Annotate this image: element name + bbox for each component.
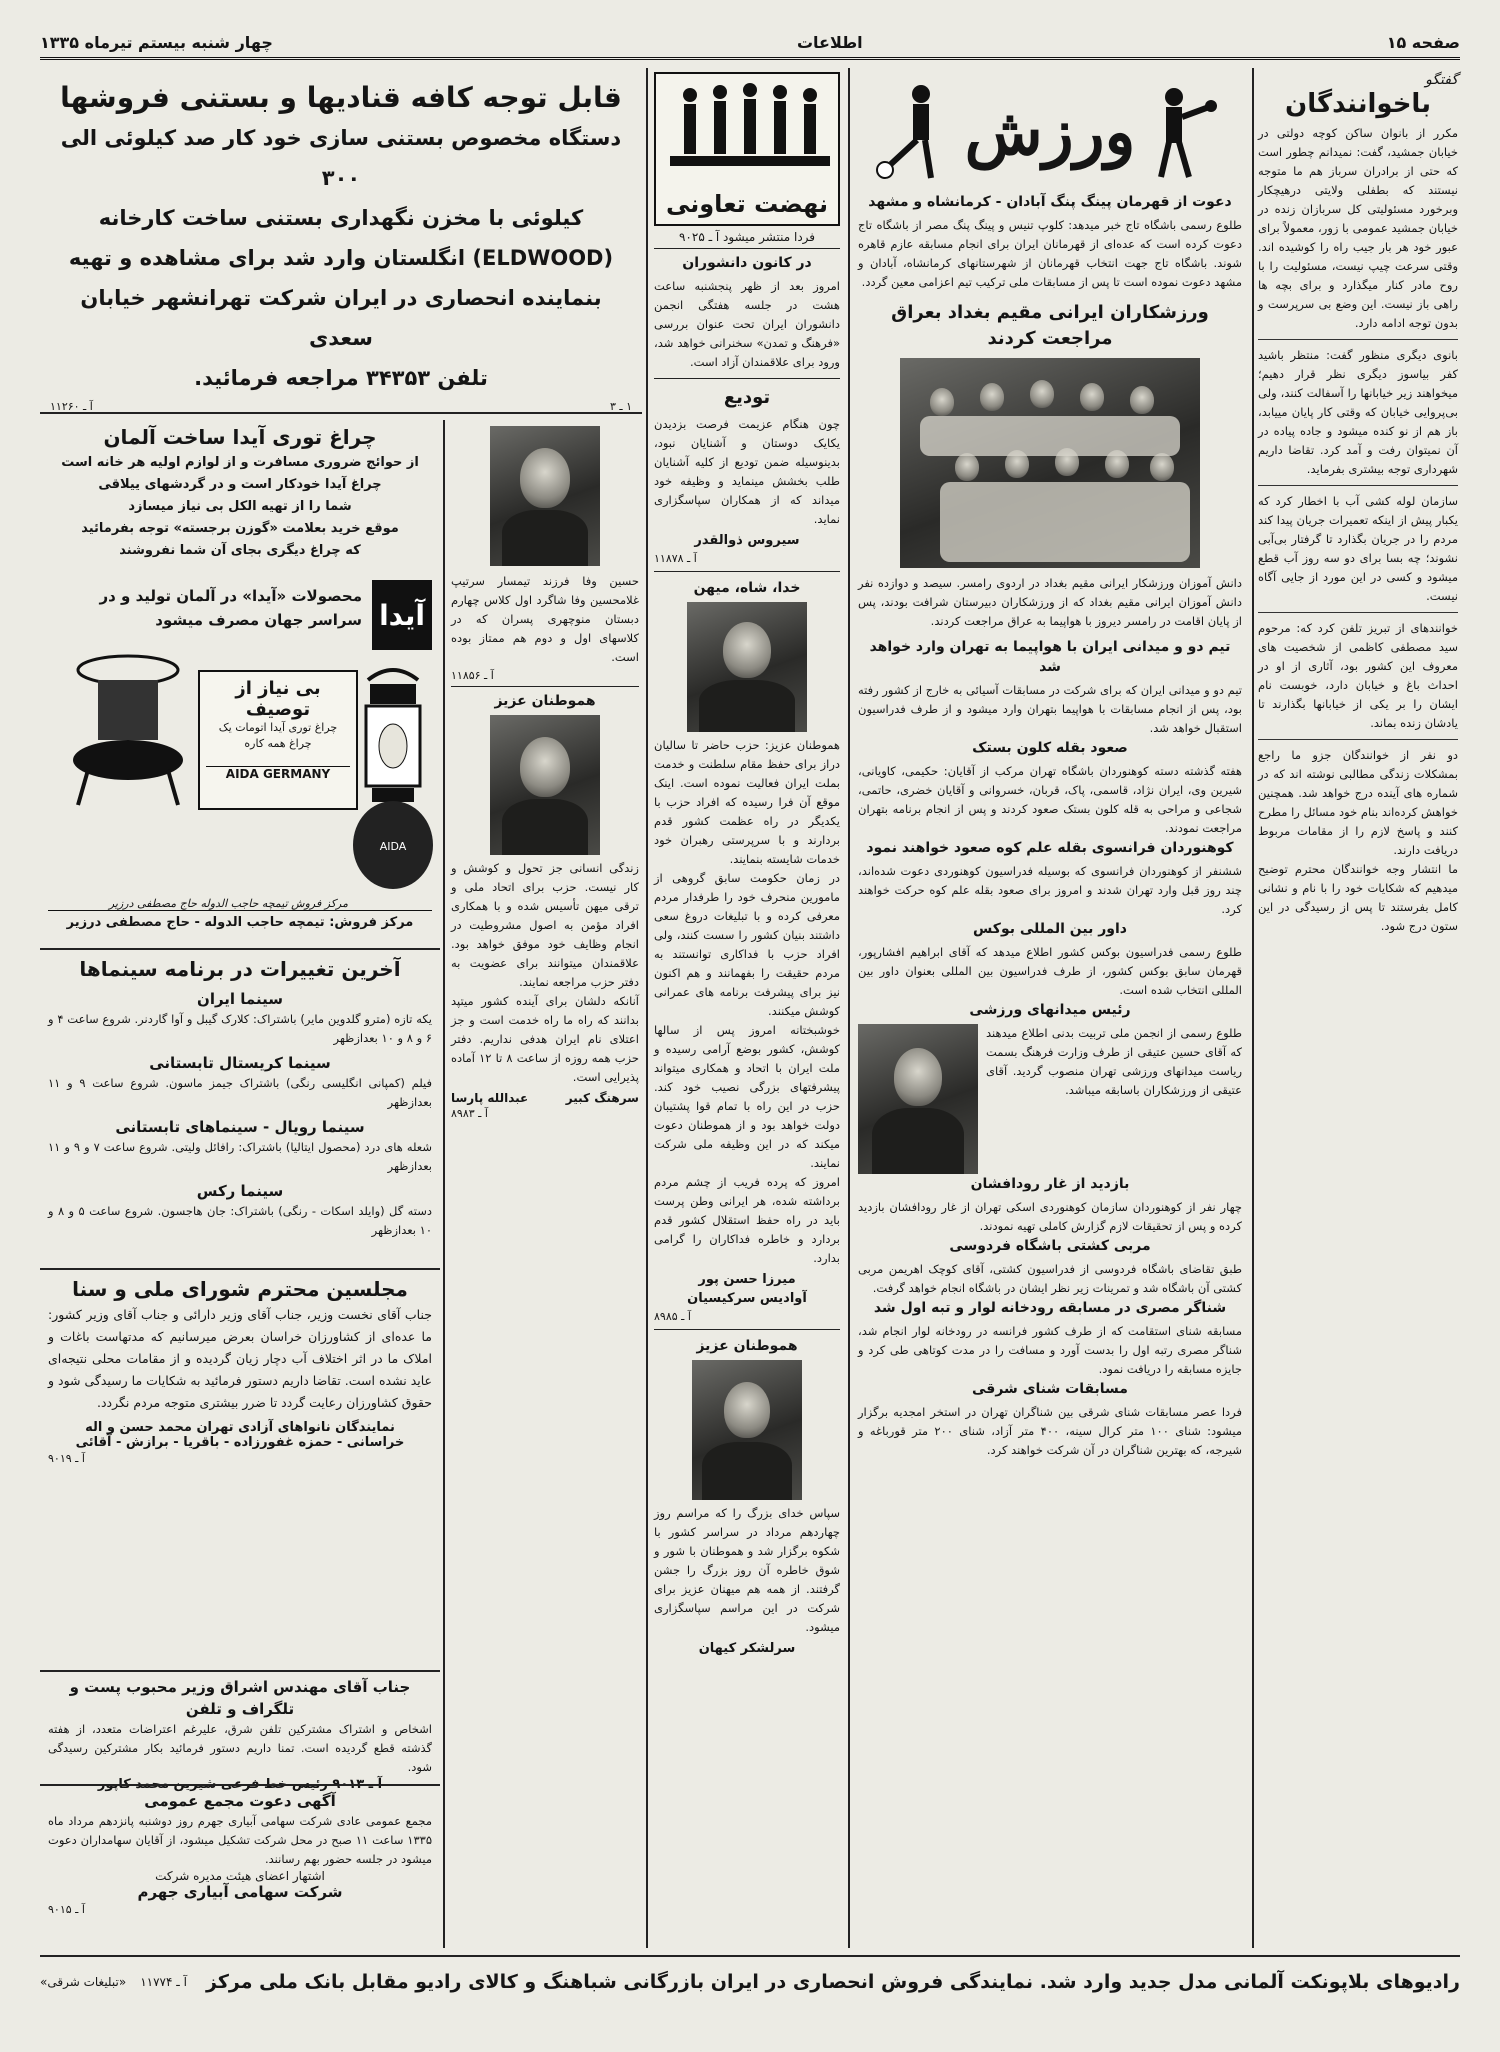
notices-column bbox=[447, 420, 643, 1950]
ad-code: ۱ ـ ۳ bbox=[609, 400, 632, 413]
ad-rule bbox=[40, 1784, 440, 1786]
assembly-text: مجمع عمومی عادی شرکت سهامی آبیاری جهرم روز دوشنبه پانزدهم مرداد ماه ۱۳۳۵ ساعت ۱۱ صبح در محل شرکت تشکیل میشود، از آقایان سهامداران دعوت میشود در جلسه حضور بهم رسانند. bbox=[48, 1814, 433, 1866]
signature: میرزا حسن پور bbox=[698, 1272, 796, 1287]
minister-title: جناب آقای مهندس اشراق وزیر محبوب پست و تلگراف و تلفن bbox=[69, 1678, 411, 1718]
coop-sub: فردا منتشر میشود آ ـ ۹۰۲۵ bbox=[678, 230, 816, 244]
cinema-name: سینما کریستال تابستانی bbox=[149, 1054, 331, 1072]
compatriot-title: هموطنان عزیز bbox=[696, 1338, 798, 1354]
aida-title: چراغ توری آیدا ساخت آلمان bbox=[103, 425, 377, 449]
column-rule bbox=[443, 420, 445, 1948]
wrestle-headline: مربی کشتی باشگاه فردوسی bbox=[949, 1238, 1151, 1254]
signature-row bbox=[451, 1091, 639, 1105]
team-photo bbox=[900, 358, 1200, 568]
assembly-company: شرکت سهامی آبیاری جهرم bbox=[137, 1883, 343, 1901]
cafe-ad-line: تلفن ۳۴۳۵۳ مراجعه فرمائید. bbox=[194, 366, 488, 390]
ad-code: آ ـ ۱۱۸۵۶ bbox=[451, 669, 494, 682]
lawyers-text: امروز بعد از ظهر پنجشنبه ساعت هشت در جلسه هفتگی انجمن دانشوران ایران تحت عنوان بررسی «فرهنگ و تمدن» سخنرانی خواهد شد، ورود برای علاقمندان آزاد است. bbox=[654, 279, 840, 369]
readers-paragraph: ما انتشار وجه خوانندگان محترم توضیح میدهیم که شکایات خود را با نام و نشانی کامل بفرستند تا پس از رسیدگی در این ستون درج شود. bbox=[1258, 862, 1458, 933]
cafe-ad-line: کیلوئی با مخزن نگهداری بستنی ساخت کارخانه bbox=[98, 206, 584, 230]
aida-brand-logo: آیدا bbox=[372, 580, 432, 650]
column-rule bbox=[1252, 68, 1254, 1948]
aida-line: که چراغ دیگری بجای آن شما نفروشند bbox=[119, 543, 361, 558]
ad-code: آ ـ ۹۰۱۵ bbox=[48, 1903, 85, 1916]
cafe-ad-title: قابل توجه کافه قنادیها و بستنی فروشها bbox=[60, 81, 622, 114]
cinema-name: سینما ایران bbox=[197, 990, 283, 1008]
cafe-ad bbox=[40, 72, 642, 413]
swim-text: مسابقه شنای استقامت که از طرف کشور فرانسه در رودخانه لوار انجام شد، شناگر مصری رتبه اول را بدست آورد و مسافت را در مدت کوتاهی طی کرد و جایزه مسابقه را دریافت نمود. bbox=[858, 1324, 1242, 1376]
lantern-icon bbox=[348, 660, 438, 900]
ad-rule bbox=[40, 1268, 440, 1270]
issue-date: چهار شنبه بیستم تیرماه ۱۳۳۵ bbox=[40, 33, 273, 52]
team-headline: تیم دو و میدانی ایران با هواپیما به تهران وارد خواهد شد bbox=[869, 639, 1231, 675]
minister-section bbox=[40, 1674, 440, 1792]
spahbod-signature: سرلشکر کیهان bbox=[698, 1641, 796, 1656]
majlis-section bbox=[40, 1272, 440, 1668]
ad-code: آ ـ ۸۹۸۳ bbox=[451, 1107, 488, 1120]
page-header bbox=[40, 28, 1460, 60]
ad-code: آ ـ ۹۰۱۹ bbox=[48, 1452, 85, 1465]
aida-box bbox=[198, 670, 358, 810]
aida-agency: مرکز فروش: تیمچه حاجب الدوله - حاج مصطفی درزیر bbox=[48, 910, 432, 930]
page-number: صفحه ۱۵ bbox=[1386, 33, 1460, 52]
lawyers-title: در کانون دانشوران bbox=[682, 255, 812, 271]
child-caption: حسین وفا فرزند تیمسار سرتیپ غلامحسین وفا شاگرد اول کلاس چهارم دبستان منوچهری پسران که در کلاسهای اول و دوم هم ممتاز بوده است. bbox=[451, 574, 639, 664]
readers-paragraph: دو نفر از خوانندگان جزو ما راجع بمشکلات زندگی مطالبی نوشته اند که در شماره های آینده درج خواهد شد. همچنین خواهش کرده‌اند بنام خود مسائل را مطرح کنند و پاسخ لازم را از مقامات مربوط دریافت دارند. bbox=[1258, 748, 1458, 857]
khoda-portrait bbox=[687, 602, 807, 732]
boxing-text: طلوع رسمی فدراسیون بوکس کشور اطلاع میدهد که آقای ابراهیم افشارپور، قهرمان سابق بوکس کشور، از طرف فدراسیون بین المللی بعنوان داور بین المللی انتخاب شده است. bbox=[858, 945, 1242, 997]
long-text: در زمان حکومت سابق گروهی از مامورین منحرف خود را طرفدار مردم معرفی کرده و با تبلیغات دروغ سعی داشتند بنیان کشور را سست کنند، ولی افراد حزب با فداکاری توانستند به مردم حقیقت را بفهمانند و هم اکنون نیز برای پیشرفت برنامه های عمرانی کوشش میکنند. bbox=[654, 871, 840, 1018]
readers-paragraph: خوانندهای از تبریز تلفن کرد که: مرحوم سید مصطفی کاظمی از شخصیت های معروف این کشور بود، آثاری از او در احداث باغ و خیابان دارد، خوبست نام ایشان را بر یکی از خیابانها بگذارند تا یادشان زنده بماند. bbox=[1258, 621, 1458, 730]
coop-logo-text: نهضت تعاونی bbox=[665, 190, 829, 218]
photo-caption: دانش آموزان ورزشکار ایرانی مقیم بغداد در اردوی رامسر. سیصد و دوازده نفر دانش آموزان ایرانی مقیم بغداد که از ورزشکاران دبیرستان شرافت بودند، پس از پایان اقامت در رامسر دیروز با هواپیما به عراق مراجعت کردند. bbox=[858, 576, 1242, 628]
climb-headline: صعود بقله کلون بستک bbox=[972, 740, 1128, 756]
sport-column bbox=[852, 72, 1248, 1950]
coop-logo-box bbox=[654, 72, 840, 226]
readers-title: باخوانندگان bbox=[1285, 89, 1431, 119]
ad-code: آ ـ ۸۹۸۵ bbox=[654, 1310, 691, 1323]
east-text: فردا عصر مسابقات شنای شرقی بین شناگران تهران در استخر امجدیه برگزار میشود: شنای ۱۰۰ متر کرال سینه، ۴۰۰ متر آزاد، شنای ۲۰۰ متر قورباغه و شیرجه، که بهترین شناگران در آن شرکت خواهند کرد. bbox=[858, 1405, 1243, 1457]
spahbod-text: سپاس خدای بزرگ را که مراسم روز چهاردهم مرداد در سراسر کشور با شکوه برگزار شد و هموطنان با شور و شوق خاطره آن روز بزرگ را جشن گرفتند. از همه هم میهنان عزیز برای شرکت در این مراسم سپاسگزاری میشود. bbox=[654, 1506, 840, 1634]
readers-paragraph: بانوی دیگری منظور گفت: منتظر باشید کفر بیاسوز دیگری نظر قرار دهیم؛ میخواهند زیر خیابانها را آسفالت کنند، ولی بی‌پروایی خیابان که وقتی کار پایان مییابد، باز هم از نو کنده میشود و جاده پیاده در آن نمیتوان رفت و آمد کرد. تقاضا داریم شهرداری توجه بیشتری بفرماید. bbox=[1258, 348, 1458, 476]
fields-block bbox=[858, 1024, 1242, 1174]
majlis-signers-title: نمایندگان نانواهای آزادی تهران محمد حسن و اله bbox=[85, 1420, 395, 1435]
ad-code: آ ـ ۱۱۸۷۸ bbox=[654, 552, 697, 565]
party-text: زندگی انسانی جز تحول و کوشش و کار نیست. حزب برای اتحاد ملی و ترقی میهن تأسیس شده و با همکاری افراد مؤمن به اصول مشروطیت در انجام وظایف خود موفق خواهد بود. علاقمندان میتوانند برای عضویت به دفتر حزب مراجعه نمایند. bbox=[451, 861, 639, 989]
aida-line: چراغ آیدا خودکار است و در گردشهای ییلاقی bbox=[98, 477, 382, 492]
footer-ad bbox=[40, 1962, 1460, 2002]
aida-box-germany: AIDA GERMANY bbox=[206, 766, 350, 781]
divider bbox=[1258, 739, 1458, 740]
cinema-list bbox=[48, 988, 432, 1240]
fields-text: طلوع رسمی از انجمن ملی تربیت بدنی اطلاع میدهند که آقای حسین عتیقی از طرف وزارت فرهنگ بسمت ریاست میدانهای ورزشی تهران منصوب گردید. آقای عتیقی از ورزشکاران باسابقه میباشد. bbox=[986, 1026, 1242, 1097]
french-headline: کوهنوردان فرانسوی بقله علم کوه صعود خواهند نمود bbox=[866, 840, 1234, 856]
cinema-name: سینما رویال - سینماهای تابستانی bbox=[115, 1118, 365, 1136]
assembly-board: اشتهار اعضای هیئت مدیره شرکت bbox=[155, 1869, 325, 1883]
aida-box-text: چراغ توری آیدا اتومات یک چراغ همه کاره bbox=[218, 721, 338, 750]
aida-line: از حوائج ضروری مسافرت و از لوازم اولیه هر خانه است bbox=[61, 455, 419, 470]
aida-line: موقع خرید بعلامت «گوزن برجسته» توجه بفرمائید bbox=[81, 521, 399, 536]
climb-text: هفته گذشته دسته کوهنوردان باشگاه تهران مرکب از آقایان: حکیمی، کاویانی، شیرین وی، ایران نژاد، قاسمی، پاک، قربان، خسروانی و آقایان خضری، حاتمی، شجاعی و مراحی به قله کلون بستک صعود کردند و پس از انجام برنامه بتهران مراجعت نمودند. bbox=[858, 764, 1242, 835]
ad-rule bbox=[40, 412, 642, 414]
boxing-headline: داور بین المللی بوکس bbox=[973, 921, 1127, 937]
footer-tag: «تبلیغات شرقی» bbox=[40, 1975, 127, 1989]
column-rule bbox=[848, 68, 850, 1948]
cinema-name: سینما رکس bbox=[196, 1182, 284, 1200]
long-text: امروز که پرده فریب از چشم مردم برداشته شده، هر ایرانی وطن پرست باید در راه حفظ استقلال کشور قدم بردارد و خاطره فداکاران را گرامی بدارد. bbox=[654, 1175, 840, 1265]
aida-agency-small: مرکز فروش تیمچه حاجب الدوله حاج مصطفی درزیر bbox=[108, 897, 348, 910]
cinema-section bbox=[40, 952, 440, 1266]
team-text: تیم دو و میدانی ایران که برای شرکت در مسابقات آسیائی به خارج از کشور رفته بود، پس از انجام مسابقات با هواپیما بتهران وارد میشود و از طرف فدراسیون استقبال خواهد شد. bbox=[858, 683, 1242, 735]
party-text: آنانکه دلشان برای آینده کشور میتپد بدانند که راه ما راه خدمت است و جز اعتلای نام ایران هدفی نداریم. دفتر حزب همه روزه از ساعت ۸ تا ۱۲ آماده پذیرایی است. bbox=[451, 994, 640, 1084]
readers-column bbox=[1258, 72, 1458, 1950]
long-text: خوشبختانه امروز پس از سالها کوشش، کشور بوضع آرامی رسیده و ملت ایران با اتحاد و همکاری میتواند پیشرفتهای بزرگی نصیب خود کند. حزب در این راه با تمام قوا پشتیبان دولت خواهد بود و از هموطنان دعوت میکند که در این وظیفه ملی شرکت نمایند. bbox=[654, 1023, 840, 1170]
coop-column bbox=[650, 72, 844, 1950]
ad-rule bbox=[40, 948, 440, 950]
cinema-program: شعله های درد (محصول ایتالیا) باشتراک: رافائل ولیتی. شروع ساعت ۷ و ۹ و ۱۱ بعدازظهر bbox=[48, 1140, 432, 1173]
ad-rule bbox=[40, 1670, 440, 1672]
wrestle-text: طبق تقاضای باشگاه فردوسی از فدراسیون کشتی، آقای کوچک اهریمن مربی کشتی آن باشگاه شد و تمرینات زیر نظر ایشان در باشگاه انجام خواهد گرفت. bbox=[858, 1262, 1242, 1295]
readers-paragraph: مکرر از بانوان ساکن کوچه دولتی در خیابان جمشید، گفت: نمیدانم چطور است که حتی از برادران سرباز هم ما متوجه نیستند که بطفلی ولایتی درهیچکار وبرخورد مسئولیتی کل سربازان زنده در خیابان جمشید عمومی با زور، معمولاً برای عبور خود هر بار جیب راه را کوشیده اند. وقتی سرعت چیپ نیست، مسئولیت را با روح مادر کنار میگذارد و برای بچه ها راهی باز نیست. این وضع بی سرپرست و بدون توجه ادامه دارد. bbox=[1258, 126, 1458, 330]
cafe-ad-line: (ELDWOOD) انگلستان وارد شد برای مشاهده و تهیه bbox=[68, 246, 614, 270]
khoda-title: خدا، شاه، میهن bbox=[693, 580, 801, 596]
newspaper-name: اطلاعات bbox=[796, 33, 863, 52]
cinema-program: یکه تازه (مترو گلدوین مایر) باشتراک: کلارک گیبل و آوا گاردنر. شروع ساعت ۴ و ۶ و ۸ و ۱۰ بعدازظهر bbox=[48, 1012, 432, 1045]
atighi-portrait bbox=[858, 1024, 978, 1174]
aida-box-title: بی نیاز از توصیف bbox=[235, 678, 321, 720]
compatriot-title: هموطنان عزیز bbox=[494, 693, 596, 709]
majlis-signers: خراسانی - حمزه غفورزاده - باقریا - برازش - آقائی bbox=[75, 1435, 405, 1450]
rudafshan-text: چهار نفر از کوهنوردان سازمان کوهنوردی اسکی تهران از غار رودافشان بازدید کرده و پس از تحقیقات لازم گزارش کاملی تهیه نمودند. bbox=[858, 1200, 1242, 1233]
aida-ad bbox=[40, 418, 440, 946]
readers-paragraph: سازمان لوله کشی آب با اخطار کرد که یکبار پیش از اینکه تعمیرات جریان پیدا کند مردم را در جریان بگذارد تا گرفتار بی‌آبی نشوند؛ چه بسا برای دو سه روز آب قطع میشود و کسی در این مورد از جایی آگاه نیست. bbox=[1258, 494, 1458, 603]
lantern-label: AIDA bbox=[379, 840, 407, 853]
divider bbox=[1258, 339, 1458, 340]
majlis-title: مجلسین محترم شورای ملی و سنا bbox=[72, 1277, 408, 1301]
divider bbox=[1258, 612, 1458, 613]
compatriot-portrait bbox=[692, 1360, 802, 1500]
fields-headline: رئیس میدانهای ورزشی bbox=[969, 1002, 1131, 1018]
divider bbox=[1258, 485, 1458, 486]
farewell-text: چون هنگام عزیمت فرصت بزدیدن یکایک دوستان و آشنایان نبود، بدینوسیله ضمن تودیع از کلیه آشنایان طلب بخشش مینماید و وظیفه خود میداند که از همکاران سپاسگزاری نماید. bbox=[654, 417, 840, 526]
majlis-text: جناب آقای نخست وزیر، جناب آقای وزیر دارائی و جناب آقای وزیر کشور: ما عده‌ای از کشاورزان خراسان بعرض میرسانیم که مدتهاست باغات و املاک ما در اثر اختلاف آب دچار زیان گردیده و از مقامات محلی نتیجه‌ای عاید نشده است. تقاضا داریم دستور فرمائید به شکایات ما رسیدگی شود و حقوق کشاورزان رعایت گردد تا ضرر بیشتری متوجه مردم نگردد. bbox=[48, 1307, 432, 1410]
compatriot-portrait bbox=[490, 715, 600, 855]
workers-icon bbox=[660, 80, 840, 180]
footer-ad-text: رادیوهای بلاپونکت آلمانی مدل جدید وارد شد. نمایندگی فروش انحصاری در ایران بازرگانی شباهنگ و کالای رادیو مقابل بانک ملی مرکز bbox=[206, 1971, 1460, 1993]
baghdad-headline: ورزشکاران ایرانی مقیم بغداد بعراق مراجعت کردند bbox=[891, 302, 1209, 349]
invite-text: طلوع رسمی باشگاه تاج خبر میدهد: کلوپ تنیس و پینگ پنگ مصر از باشگاه تاج دعوت کرده است که عده‌ای از قهرمانان ایران برای انجام مسابقه عازم قاهره شوند. باشگاه تاج جهت انتخاب قهرمانان از شهرستانهای کرمانشاه، آبادان و مشهد دعوت نموده است تا پس از مسابقات ملی ترکیب تیم اعزامی معین گردد. bbox=[858, 218, 1242, 289]
assembly-title: آگهی دعوت مجمع عمومی bbox=[144, 1792, 336, 1810]
ad-code: آ ـ ۱۱۷۷۴ bbox=[140, 1975, 187, 1989]
signature: عبدالله پارسا bbox=[451, 1091, 529, 1105]
avadis-signature: آوادیس سرکیسیان bbox=[687, 1291, 807, 1306]
signature: سرهنگ کبیر bbox=[565, 1091, 639, 1105]
ad-code: آ ـ ۱۱۲۶۰ bbox=[50, 400, 93, 413]
footer-rule bbox=[40, 1955, 1460, 1957]
cinema-title: آخرین تغییرات در برنامه سینماها bbox=[79, 957, 401, 981]
minister-signature: آ ـ ۹۰۱۳ رئیس خط فرعی شیرین محمد کاپور bbox=[97, 1777, 383, 1792]
cafe-ad-line: دستگاه مخصوص بستنی سازی خود کار صد کیلوئی الی ۳۰۰ bbox=[60, 126, 622, 190]
farewell-signature: سیروس ذوالقدر bbox=[694, 533, 800, 548]
rudafshan-headline: بازدید از غار رودافشان bbox=[970, 1176, 1130, 1192]
minister-text: اشخاص و اشتراک مشترکین تلفن شرق، علیرغم اعتراضات متعدد، از هفته گذشته قطع گردیده است. تمنا داریم دستور فرمائید بکار مشترکین رسیدگی شود. bbox=[48, 1722, 432, 1774]
invite-headline: دعوت از قهرمان پینگ پنگ آبادان - کرمانشاه و مشهد bbox=[868, 194, 1232, 210]
assembly-section bbox=[40, 1788, 440, 1948]
farewell-title: تودیع bbox=[723, 387, 771, 408]
sport-masthead bbox=[858, 72, 1242, 192]
east-headline: مسابقات شنای شرقی bbox=[972, 1381, 1128, 1397]
stove-icon bbox=[58, 640, 198, 810]
cinema-program: فیلم (کمپانی انگلیسی رنگی) باشتراک جیمز ماسون. شروع ساعت ۹ و ۱۱ بعدازظهر bbox=[48, 1076, 432, 1109]
football-players-icon bbox=[871, 82, 951, 182]
column-rule bbox=[646, 68, 648, 1948]
cafe-ad-line: بنماینده انحصاری در ایران شرکت تهرانشهر خیابان سعدی bbox=[80, 286, 602, 350]
readers-kicker: گفتگو bbox=[1425, 72, 1458, 88]
sport-logo: ورزش bbox=[964, 94, 1136, 170]
cinema-program: دسته گل (وایلد اسکات - رنگی) باشتراک: جان هاجسون. شروع ساعت ۵ و ۸ و ۱۰ بعدازظهر bbox=[48, 1204, 432, 1237]
khoda-text: هموطنان عزیز: حزب حاضر تا سالیان دراز برای حفظ مقام سلطنت و خدمت بملت ایران فعالیت نموده است. اینک موقع آن فرا رسیده که افراد حزب با یکدیگر در راه عظمت کشور قدم بردارند و با سرپرستی رهبران خود خدمات شایسته بنمایند. bbox=[654, 738, 840, 866]
swim-headline: شناگر مصری در مسابقه رودخانه لوار و تبه اول شد bbox=[873, 1300, 1227, 1316]
child-portrait bbox=[490, 426, 600, 566]
boxers-icon bbox=[1149, 82, 1229, 182]
aida-illustration bbox=[48, 570, 432, 910]
aida-products: محصولات «آیدا» در آلمان تولید و در سراسر جهان مصرف میشود bbox=[99, 587, 362, 629]
aida-line: شما را از تهیه الکل بی نیاز میسازد bbox=[128, 499, 352, 514]
french-text: ششنفر از کوهنوردان فرانسوی که بوسیله فدراسیون کوهنوردی دعوت شده‌اند، چند روز قبل وارد تهران شدند و امروز برای صعود بقله علم کوه حرکت خواهند کرد. bbox=[858, 864, 1242, 916]
